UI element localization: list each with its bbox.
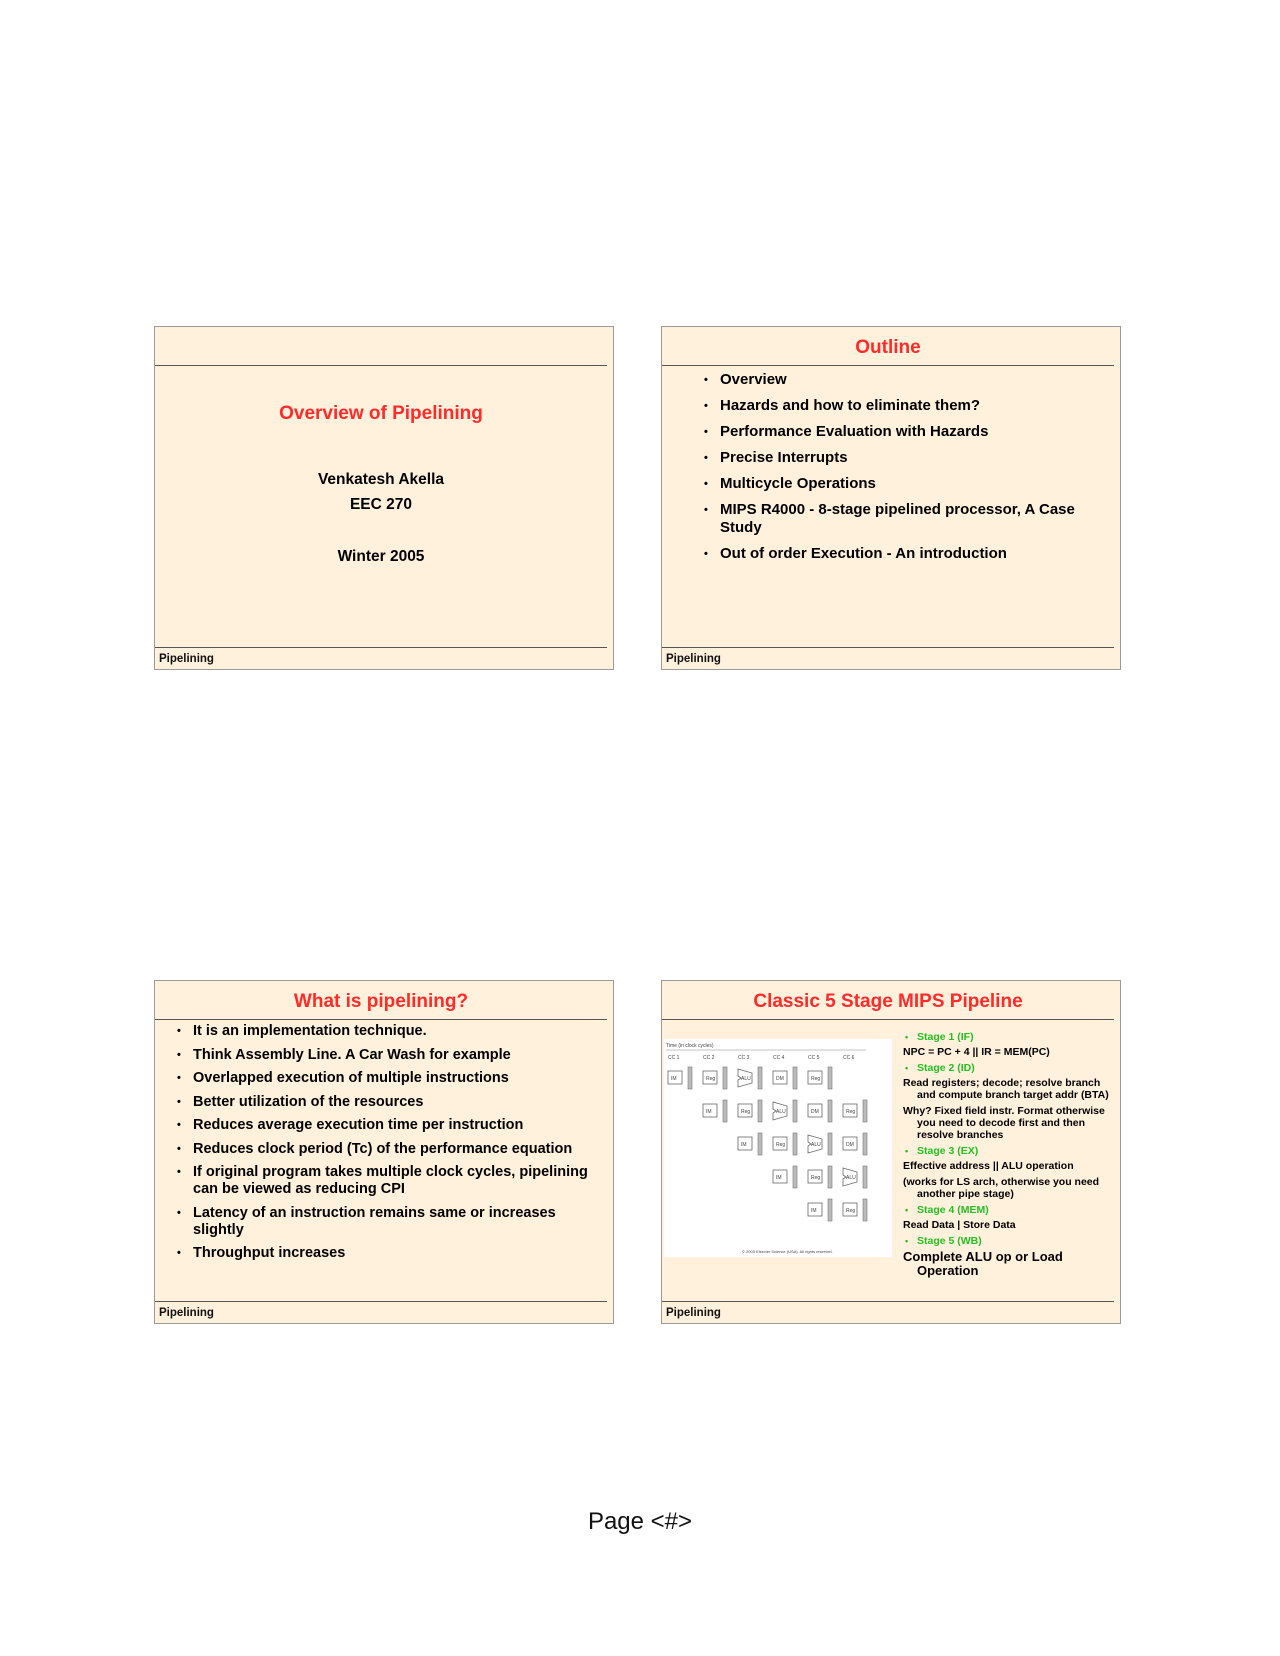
list-item: • Throughput increases: [177, 1245, 597, 1262]
bullet-list: [177, 1023, 597, 1269]
slide-title: Classic 5 Stage MIPS Pipeline: [753, 991, 1023, 1012]
list-item: • Overlapped execution of multiple instructions: [177, 1070, 597, 1087]
list-item: • MIPS R4000 - 8-stage pipelined processor, A Case Study: [704, 501, 1104, 537]
stage-detail: NPC = PC + 4 || IR = MEM(PC): [903, 1046, 1050, 1058]
pipeline-register: [863, 1166, 867, 1188]
cycle-label: CC 3: [738, 1055, 750, 1061]
pipeline-register: [863, 1133, 867, 1155]
slide-title: What is pipelining?: [293, 991, 469, 1012]
author-name: Venkatesh Akella: [317, 471, 445, 488]
list-item: • Better utilization of the resources: [177, 1094, 597, 1111]
list-item: • Latency of an instruction remains same or increases slightly: [177, 1205, 597, 1239]
stage-descriptions: [903, 1029, 1115, 1282]
slide-outline: [661, 326, 1121, 670]
stage-label: • Stage 3 (EX): [903, 1145, 1115, 1157]
pipeline-register: [723, 1100, 727, 1122]
slide-footer: Pipelining: [666, 653, 721, 665]
stage-detail: (works for LS arch, otherwise you need another pipe stage): [903, 1176, 1100, 1200]
pipeline-register: [828, 1100, 832, 1122]
stage-detail: Read registers; decode; resolve branch and compute branch target addr (BTA): [903, 1077, 1109, 1101]
footer-divider: [155, 1301, 607, 1302]
slide-what-is-pipelining: [154, 980, 614, 1324]
pipeline-unit-label: IM: [811, 1208, 817, 1214]
list-item: • Out of order Execution - An introduction: [704, 545, 1104, 563]
cycle-label: CC 2: [703, 1055, 715, 1061]
stage-detail: Why? Fixed field instr. Format otherwise you need to decode first and then resolve branches: [903, 1105, 1105, 1141]
pipeline-register: [758, 1067, 762, 1089]
pipeline-register: [863, 1100, 867, 1122]
list-item: • Multicycle Operations: [704, 475, 1104, 493]
pipeline-unit-label: Reg: [846, 1208, 856, 1214]
pipeline-unit-label: Reg: [811, 1175, 821, 1181]
list-item: • Think Assembly Line. A Car Wash for example: [177, 1047, 597, 1064]
pipeline-register: [723, 1067, 727, 1089]
pipeline-unit-label: Reg: [706, 1076, 716, 1082]
bullet-list: [704, 371, 1104, 571]
slide-footer: Pipelining: [666, 1307, 721, 1319]
pipeline-unit-label: ALU: [776, 1109, 786, 1115]
term: Winter 2005: [337, 548, 425, 565]
slide-title: Overview of Pipelining: [279, 403, 483, 424]
pipeline-unit-label: ALU: [741, 1076, 751, 1082]
pipeline-unit-label: DM: [776, 1076, 784, 1082]
instruction-row: [668, 1067, 832, 1089]
stage-label: • Stage 2 (ID): [903, 1062, 1115, 1074]
pipeline-unit-label: IM: [741, 1142, 747, 1148]
pipeline-register: [828, 1067, 832, 1089]
instruction-row: [738, 1133, 867, 1155]
pipeline-register: [758, 1133, 762, 1155]
pipeline-unit-label: Reg: [741, 1109, 751, 1115]
stage-detail: Read Data | Store Data: [903, 1219, 1016, 1231]
page-number: Page <#>: [587, 1508, 693, 1535]
course-code: EEC 270: [349, 496, 413, 513]
footer-divider: [662, 647, 1114, 648]
instruction-row: [773, 1166, 867, 1188]
pipeline-unit-label: IM: [706, 1109, 712, 1115]
pipeline-diagram-svg: [664, 1039, 892, 1257]
stage-detail: Complete ALU op or Load Operation: [903, 1249, 1063, 1278]
list-item: • Overview: [704, 371, 1104, 389]
footer-divider: [662, 1301, 1114, 1302]
pipeline-register: [688, 1067, 692, 1089]
pipeline-unit-label: DM: [811, 1109, 819, 1115]
list-item: • It is an implementation technique.: [177, 1023, 597, 1040]
list-item: • Precise Interrupts: [704, 449, 1104, 467]
pipeline-unit-label: Reg: [846, 1109, 856, 1115]
title-divider: [155, 1019, 607, 1020]
stage-detail: Effective address || ALU operation: [903, 1160, 1074, 1172]
pipeline-register: [793, 1133, 797, 1155]
title-divider: [662, 365, 1114, 366]
cycle-label: CC 5: [808, 1055, 820, 1061]
pipeline-unit-label: IM: [776, 1175, 782, 1181]
pipeline-register: [793, 1100, 797, 1122]
stage-label: • Stage 1 (IF): [903, 1031, 1115, 1043]
pipeline-unit-label: Reg: [811, 1076, 821, 1082]
cycle-label: CC 6: [843, 1055, 855, 1061]
title-divider: [662, 1019, 1114, 1020]
slide-classic-5-stage: [661, 980, 1121, 1324]
pipeline-register: [793, 1166, 797, 1188]
title-divider: [155, 365, 607, 366]
list-item: • Reduces clock period (Tc) of the performance equation: [177, 1141, 597, 1158]
cycle-label: CC 4: [773, 1055, 785, 1061]
slide-footer: Pipelining: [159, 1307, 214, 1319]
list-item: • If original program takes multiple clock cycles, pipelining can be viewed as reducing CPI: [177, 1164, 597, 1198]
pipeline-register: [863, 1199, 867, 1221]
stage-label: • Stage 4 (MEM): [903, 1204, 1115, 1216]
list-item: • Hazards and how to eliminate them?: [704, 397, 1104, 415]
slide-title-page: [154, 326, 614, 670]
pipeline-register: [793, 1067, 797, 1089]
pipeline-register: [828, 1199, 832, 1221]
pipeline-unit-label: DM: [846, 1142, 854, 1148]
instruction-row: [808, 1199, 867, 1221]
pipeline-diagram: [664, 1039, 892, 1257]
pipeline-unit-label: Reg: [776, 1142, 786, 1148]
stage-label: • Stage 5 (WB): [903, 1235, 1115, 1247]
pipeline-register: [828, 1133, 832, 1155]
pipeline-unit-label: IM: [671, 1076, 677, 1082]
cycle-label: CC 1: [668, 1055, 680, 1061]
footer-divider: [155, 647, 607, 648]
pipeline-register: [758, 1100, 762, 1122]
diagram-copyright: © 2003 Elsevier Science (USA). All rights reserved.: [742, 1249, 833, 1254]
slide-title: Outline: [855, 337, 921, 358]
list-item: • Reduces average execution time per instruction: [177, 1117, 597, 1134]
pipeline-rows: [668, 1067, 867, 1221]
pipeline-unit-label: ALU: [811, 1142, 821, 1148]
pipeline-unit-label: ALU: [846, 1175, 856, 1181]
list-item: • Performance Evaluation with Hazards: [704, 423, 1104, 441]
cycle-labels: [668, 1055, 855, 1061]
slide-footer: Pipelining: [159, 653, 214, 665]
instruction-row: [703, 1100, 867, 1122]
pipeline-register: [828, 1166, 832, 1188]
diagram-time-label: Time (in clock cycles): [666, 1043, 714, 1049]
